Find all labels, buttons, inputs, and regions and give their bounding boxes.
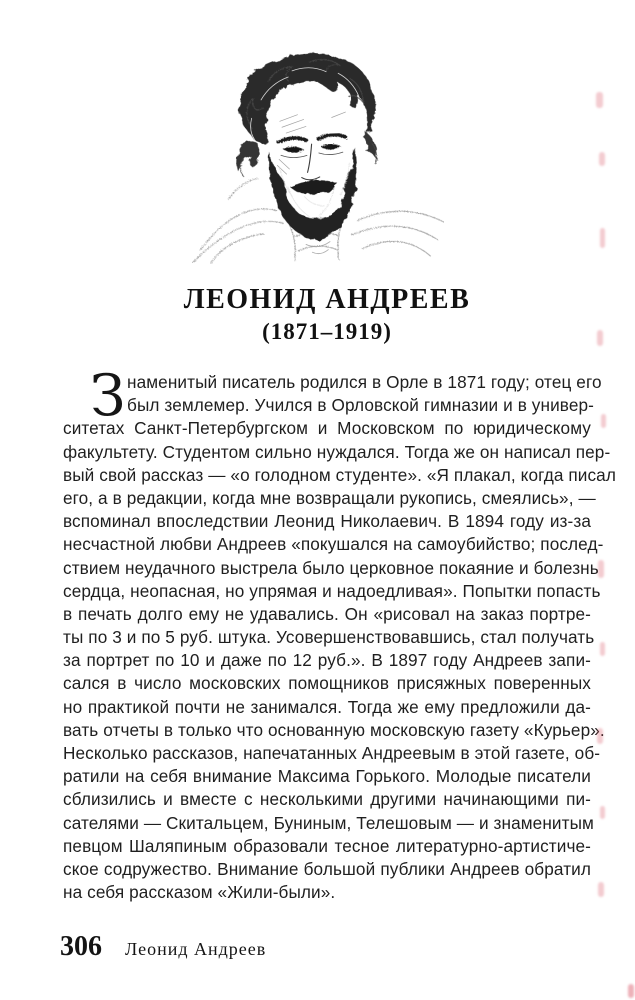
body-line: несчастной любви Андреев «покушался на самоубийство; послед-: [63, 534, 604, 555]
body-line: ратили на себя внимание Максима Горького. Молодые писатели: [63, 766, 591, 787]
body-line: ты по 3 и по 5 руб. штука. Усовершенствовавшись, стал получать: [63, 627, 595, 648]
body-line: был землемер. Учился в Орловской гимназии и в универ-: [127, 395, 594, 416]
author-name-title: ЛЕОНИД АНДРЕЕВ: [183, 284, 471, 315]
page-edge-artifact: [601, 414, 606, 428]
page-edge-artifact: [597, 728, 603, 744]
body-line: сердца, неопасная, но упрямая и надоедливая». Попытки попасть: [63, 580, 601, 601]
author-life-years: (1871–1919): [262, 319, 392, 344]
body-line: но практикой почти не занимался. Тогда же ему предложили да-: [63, 696, 591, 717]
page-edge-artifact: [599, 152, 605, 166]
page-number: 306: [60, 931, 102, 962]
body-line: в печать долго ему не удавались. Он «рисовал на заказ портре-: [63, 603, 591, 624]
body-paragraph: [63, 371, 616, 904]
page-edge-artifact: [597, 330, 603, 346]
body-line: наменитый писатель родился в Орле в 1871 году; отец его: [127, 372, 602, 392]
body-line: Несколько рассказов, напечатанных Андреевым в этой газете, об-: [63, 743, 601, 763]
page-edge-artifact: [598, 560, 604, 578]
body-line: певцом Шаляпиным образовали тесное литературно-артистиче-: [63, 835, 591, 856]
body-line: факультету. Студентом сильно нуждался. Тогда же он написал пер-: [63, 441, 611, 462]
portrait-drawing-icon: [183, 46, 453, 264]
biography-text: [63, 363, 616, 904]
chapter-heading: [63, 284, 591, 346]
body-line: ситетах Санкт-Петербургском и Московском по юридическому: [63, 418, 591, 439]
page-edge-artifact: [600, 228, 605, 248]
page-edge-artifact: [628, 984, 634, 998]
body-line: за портрет по 10 и даже по 12 руб.». В 1897 году Андреев запи-: [63, 650, 591, 671]
body-line: ствием неудачного выстрела было церковное покаяние и болезнь: [63, 557, 599, 578]
drop-cap: З: [90, 363, 126, 429]
page-edge-artifact: [596, 92, 603, 108]
body-line: сблизились и вместе с несколькими другими начинающими пи-: [63, 789, 591, 810]
body-line: на себя рассказом «Жили-были».: [63, 882, 336, 903]
page-edge-artifact: [598, 882, 604, 897]
running-title: Леонид Андреев: [125, 939, 267, 959]
body-line: сателями — Скитальцем, Буниным, Телешовым — и знаменитым: [63, 812, 594, 833]
body-line: сался в число московских помощников присяжных поверенных: [63, 673, 591, 694]
page-edge-artifact: [600, 642, 605, 656]
body-line: его, а в редакции, когда мне возвращали рукопись, смеялись», —: [63, 487, 596, 508]
author-portrait-sketch: [183, 46, 453, 269]
page-footer: [60, 931, 266, 963]
body-line: вать отчеты в только что основанную московскую газету «Курьер».: [63, 719, 605, 740]
body-line: вый свой рассказ — «о голодном студенте». «Я плакал, когда писал: [63, 464, 616, 485]
body-line: вспоминал впоследствии Леонид Николаевич. В 1894 году из-за: [63, 511, 591, 532]
body-line: ское содружество. Внимание большой публики Андреев обратил: [63, 858, 591, 879]
page-edge-artifact: [600, 806, 605, 819]
